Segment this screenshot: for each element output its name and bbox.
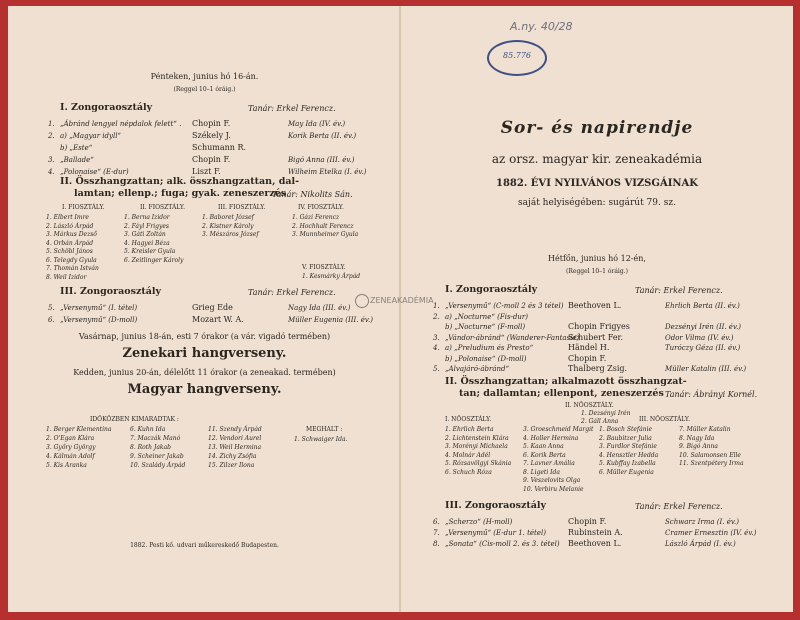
- l-sec2-student: 2. László Árpád: [46, 222, 94, 230]
- program-composer: Schumann R.: [192, 143, 247, 152]
- program-piece: „Vándor-ábránd“ (Wanderer-Fantasie): [445, 333, 580, 342]
- monday-time: (Reggel 10–1 óráig.): [566, 268, 628, 275]
- absent-student: 9. Scheiner Jakab: [130, 453, 184, 460]
- r-sec2-title2: tan; dallamtan; ellenpont, zeneszerzés: [459, 388, 664, 399]
- l-sec2-student: 5. Kreisler Gyula: [124, 248, 176, 255]
- program-piece: a) „Preludium és Presto“: [445, 344, 534, 352]
- l-sec2-title2: lamtan; ellenp.; fuga; gyak. zeneszerzés: [74, 188, 287, 199]
- program-piece: „Ballade“: [60, 156, 94, 164]
- died-header: MEGHALT :: [306, 426, 343, 433]
- l-sec3-title: III. Zongoraosztály: [60, 286, 162, 297]
- program-performer: Odor Vilma (IV. év.): [665, 333, 734, 342]
- died-item: 1. Schwaiger Ida.: [294, 436, 348, 443]
- program-composer: Chopin F.: [192, 155, 231, 164]
- program-piece: „Alvajáró-ábránd“: [445, 365, 510, 373]
- program-number: 8.: [433, 540, 440, 548]
- l-sec2-col-header: II. FIOSZTÁLY.: [140, 204, 185, 211]
- program-performer: Nagy Ida (III. év.): [288, 304, 351, 312]
- r-sec2-student: 5. Kaan Anna: [523, 443, 564, 450]
- program-piece: b) „Este“: [60, 144, 93, 152]
- program-piece: „Polonaise“ (E-dur): [60, 168, 129, 176]
- r-sec2-student: 2. Baubitzer Julia: [599, 434, 652, 442]
- l-sec2-student: 5. Schöbl János: [46, 248, 93, 255]
- l-sec2-student: 4. Hagyei Béza: [124, 239, 170, 247]
- r-sec2-student: 1. Bosch Stefánie: [599, 426, 653, 433]
- program-number: 1.: [48, 120, 55, 128]
- absent-student: 14. Zichy Zsófia: [208, 453, 257, 460]
- library-stamp: 85.776: [487, 40, 547, 76]
- program-number: 5.: [433, 365, 440, 373]
- program-composer: Chopin Frigyes: [568, 322, 630, 331]
- r-sec2-student: 8. Nagy Ida: [679, 434, 715, 442]
- program-performer: Müller Eugenia (III. év.): [288, 316, 373, 324]
- l-v-header: V. FIOSZTÁLY.: [302, 264, 346, 271]
- l-sec2-col-header: I. FIOSZTÁLY.: [62, 204, 105, 211]
- l-sec2-student: 3. Gáti Zoltán: [124, 231, 166, 238]
- r-sec2-student: 9. Bigó Anna: [679, 443, 718, 450]
- absent-student: 1. Berger Klementina: [46, 426, 112, 433]
- program-piece: b) „Polonaise“ (D-moll): [445, 354, 527, 363]
- program-performer: Dezsényi Irén (II. év.): [665, 323, 742, 331]
- r-sec2-student: 10. Verbiru Melanie: [523, 485, 584, 493]
- program-piece: „Versenymű“ (C-moll 2 és 3 tétel): [445, 302, 564, 310]
- concert2-title: Magyar hangverseny.: [127, 382, 282, 397]
- left-page: [12, 6, 397, 612]
- program-composer: Rubinstein A.: [568, 528, 623, 537]
- program-composer: Chopin F.: [192, 119, 231, 128]
- subtitle-venue: saját helyiségében: sugárút 79. sz.: [518, 198, 676, 208]
- r-sec2-student: 4. Hensztler Hedda: [599, 451, 659, 459]
- main-title: Sor- és napirendje: [500, 118, 694, 138]
- program-performer: Müller Katalin (III. év.): [665, 365, 747, 373]
- r-sec2-student: 7. Lavner Amália: [523, 460, 575, 467]
- program-number: 4.: [433, 344, 440, 352]
- l-sec2-student: 1. Berna Izidor: [124, 214, 170, 221]
- program-number: 6.: [48, 316, 55, 324]
- watermark-text: ZENEAKADÉMIA: [370, 296, 434, 305]
- program-composer: Beethoven L.: [568, 301, 622, 310]
- r-sec2-student: 11. Szentpétery Irma: [679, 460, 744, 467]
- program-piece: „Versenymű“ (E-dur 1. tétel): [445, 529, 546, 537]
- r-header-center: II. NŐOSZTÁLY.: [565, 402, 614, 409]
- program-number: 1.: [433, 302, 440, 310]
- program-performer: Schwarz Irma (I. év.): [665, 518, 739, 526]
- program-number: 6.: [433, 518, 440, 526]
- absent-student: 4. Kálmán Adolf: [46, 453, 95, 460]
- absent-student: 6. Kuhn Ida: [130, 426, 166, 433]
- program-piece: „Ábránd lengyel népdalok felett“ .: [60, 120, 182, 128]
- r-sec2-student: 6. Müller Eugenia: [599, 468, 654, 476]
- subtitle-academy: az orsz. magyar kir. zeneakadémia: [491, 152, 703, 166]
- l-sec2-title: II. Összhangzattan; alk. összhangzattan, dal-: [60, 176, 300, 187]
- l-sec2-student: 8. Weil Izidor: [46, 273, 87, 281]
- l-sec2-col-header: III. FIOSZTÁLY.: [218, 204, 266, 211]
- r-sec2-student: 2. Lichtenstein Klára: [445, 434, 509, 442]
- l-sec2-student: 1. Gázi Ferencz: [292, 214, 340, 221]
- r-sec2-student: 1. Dezsényi Irén: [581, 410, 631, 417]
- program-performer: May Ida (IV. év.): [288, 120, 346, 128]
- absent-student: 2. O'Egan Klára: [46, 435, 95, 442]
- printer-line: 1882. Pesti kő. udvari műkereskedő Budapesten.: [130, 542, 279, 549]
- program-performer: Ehrlich Berta (II. év.): [665, 302, 740, 310]
- program-composer: Beethoven L.: [568, 539, 622, 548]
- r-sec2-student: 1. Ehrlich Berta: [445, 426, 494, 433]
- l-sec2-student: 2. Hochhalt Ferencz: [292, 222, 354, 230]
- r-sec3-title: III. Zongoraosztály: [445, 500, 547, 511]
- concert2-line: Kedden, junius 20-án, délelőtt 11 órakor (a zeneakad. termében): [73, 368, 336, 377]
- r-sec2-student: 7. Müller Katalin: [679, 426, 731, 433]
- l-sec2-student: 1. Elbert Imre: [46, 214, 89, 221]
- monday-date: Hétfőn, junius hó 12-én,: [548, 254, 646, 263]
- absent-student: 13. Weil Hermina: [208, 444, 262, 451]
- r-header-left: I. NŐOSZTÁLY.: [445, 416, 492, 423]
- absent-student: 3. Győry György: [46, 444, 96, 451]
- program-number: 3.: [433, 333, 440, 342]
- program-number: 2.: [48, 132, 55, 140]
- program-number: 4.: [48, 168, 55, 176]
- r-sec2-student: 3. Furdlor Stefánie: [599, 443, 657, 450]
- program-composer: Thalberg Zsig.: [568, 364, 628, 373]
- absent-student: 11. Szendy Árpád: [208, 426, 262, 433]
- r-sec2-student: 10. Salamonsen Elle: [679, 451, 741, 459]
- program-composer: Székely J.: [192, 131, 231, 140]
- l-sec2-student: 1. Baboret József: [202, 214, 254, 221]
- l-sec2-student: 3. Munnheimer Gyula: [292, 231, 359, 238]
- l-sec2-student: 4. Orbán Árpád: [46, 239, 94, 247]
- r-sec2-student: 5. Kubffay Izabella: [599, 460, 656, 467]
- l-sec2-col-header: IV. FIOSZTÁLY.: [298, 204, 344, 211]
- absent-student: 8. Roth Jakab: [130, 444, 171, 451]
- program-number: 5.: [48, 304, 55, 312]
- absent-student: 10. Szalády Árpád: [130, 462, 186, 469]
- absent-student: 12. Vendori Aurel: [208, 435, 262, 442]
- l-sec2-student: 3. Márkus Dezső: [46, 231, 97, 238]
- program-performer: László Árpád (I. év.): [665, 540, 736, 548]
- l-sec2-student: 6. Telegdy Gyula: [46, 256, 97, 264]
- program-piece: „Versenymű“ (D-moll): [60, 316, 138, 324]
- concert1-title: Zenekari hangverseny.: [122, 346, 287, 361]
- program-composer: Schubert Fer.: [568, 332, 624, 342]
- program-composer: Händel H.: [568, 343, 610, 352]
- program-piece: b) „Nocturne“ (F-moll): [445, 323, 526, 331]
- l-sec2-student: 3. Mészáros József: [202, 231, 259, 238]
- program-piece: „Sonata“ (Cis-moll 2. és 3. tétel): [445, 540, 560, 548]
- program-composer: Chopin F.: [568, 517, 607, 526]
- program-number: 7.: [433, 529, 440, 537]
- l-sec1-teacher: Tanár: Erkel Ferencz.: [248, 104, 336, 113]
- program-composer: Liszt F.: [192, 167, 221, 176]
- r-sec2-student: 4. Holler Hermina: [523, 434, 579, 442]
- r-sec2-teacher: Tanár: Ábrányi Kornél.: [665, 390, 758, 399]
- r-sec2-student: 5. Rózsavölgyi Skánia: [445, 460, 512, 467]
- program-number: 3.: [48, 156, 55, 164]
- friday-date: Pénteken, junius hó 16-án.: [150, 72, 259, 81]
- r-sec1-title: I. Zongoraosztály: [445, 284, 538, 295]
- program-performer: Wilheim Etelka (I. év.): [288, 168, 367, 176]
- l-sec1-title: I. Zongoraosztály: [60, 102, 153, 113]
- l-sec2-student: 7. Thomán István: [46, 265, 99, 272]
- friday-time: (Reggel 10–1 óráig.): [173, 86, 236, 93]
- absent-student: 15. Zilzer Ilona: [208, 462, 255, 469]
- program-piece: „Versenymű“ (I. tétel): [60, 304, 138, 312]
- r-sec1-teacher: Tanár: Erkel Ferencz.: [635, 286, 723, 295]
- r-sec2-student: 6. Korik Berta: [523, 451, 566, 459]
- program-piece: a) „Nocturne“ (Fis-dur): [445, 312, 528, 321]
- r-sec3-teacher: Tanár: Erkel Ferencz.: [635, 502, 723, 511]
- program-piece: a) „Magyar idyll“: [60, 132, 122, 140]
- pencil-inventory-note: A.ny. 40/28: [510, 20, 573, 33]
- l-sec3-teacher: Tanár: Erkel Ferencz.: [248, 288, 336, 297]
- program-performer: Korik Berta (II. év.): [288, 132, 357, 140]
- concert1-line: Vasárnap, junius 18-án, esti 7 órakor (a vár. vigadó termében): [78, 332, 331, 341]
- r-sec2-student: 9. Veszelovits Olga: [523, 477, 581, 484]
- r-sec2-student: 2. Gáll Anna: [581, 418, 619, 425]
- r-sec2-student: 8. Ligeti Ida: [523, 468, 560, 476]
- absent-student: 7. Maczák Manó: [130, 435, 181, 442]
- l-sec2-student: 2. Kistner Károly: [202, 222, 254, 230]
- program-composer: Grieg Ede: [192, 303, 233, 312]
- r-sec2-student: 3. Groeschmeid Margit: [523, 426, 594, 433]
- absent-student: 5. Kis Aranka: [46, 462, 87, 469]
- center-fold: [399, 6, 401, 612]
- l-sec2-student: 2. Fáyl Frigyes: [124, 222, 169, 230]
- right-page: [403, 6, 791, 612]
- r-sec2-title: II. Összhangzattan; alkalmazott összhangzat-: [445, 376, 687, 387]
- l-v-item: 1. Kesmárky Árpád: [302, 273, 361, 280]
- subtitle-year: 1882. ÉVI NYILVÁNOS VIZSGÁINAK: [496, 178, 698, 189]
- absent-header: IDŐKÖZBEN KIMARADTAK :: [90, 416, 179, 423]
- r-sec2-student: 4. Molnár Adél: [445, 451, 491, 459]
- r-sec2-student: 3. Morényi Michaela: [445, 443, 508, 450]
- program-performer: Turóczy Géza (II. év.): [665, 344, 741, 352]
- program-performer: Cramer Ernesztin (IV. év.): [665, 529, 757, 537]
- program-composer: Chopin F.: [568, 353, 607, 363]
- program-performer: Bigó Anna (III. év.): [288, 156, 355, 164]
- l-sec2-student: 6. Zeitlinger Károly: [124, 256, 184, 264]
- r-sec2-student: 6. Schuch Róza: [445, 468, 492, 476]
- l-sec2-teacher: Tanár: Nikolits Sán.: [272, 190, 353, 199]
- program-piece: „Scherzo“ (H-moll): [445, 518, 513, 526]
- program-composer: Mozart W. A.: [192, 315, 244, 324]
- r-header-right: III. NŐOSZTÁLY.: [639, 416, 690, 423]
- program-number: 2.: [433, 312, 440, 321]
